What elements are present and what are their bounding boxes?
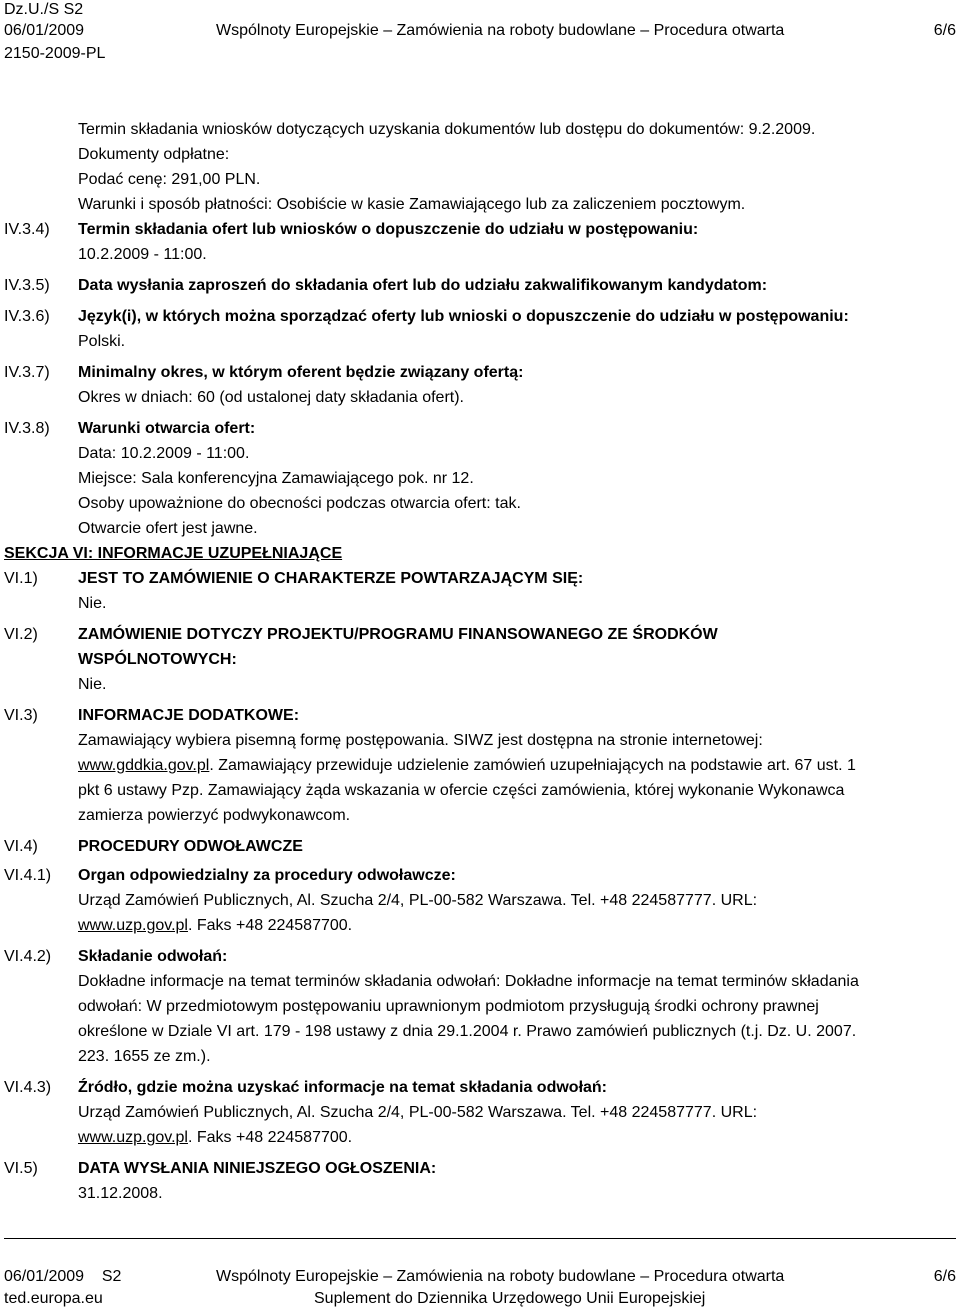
section-vi-2 bbox=[4, 622, 954, 697]
footer-line-1 bbox=[0, 1266, 960, 1288]
section-vi-3 bbox=[4, 703, 954, 828]
para-line: Warunki i sposób płatności: Osobiście w kasie Zamawiającego lub za zaliczeniem pocztowym. bbox=[78, 196, 746, 213]
section-iv-3-4 bbox=[4, 217, 954, 267]
section-value: Otwarcie ofert jest jawne. bbox=[78, 520, 258, 537]
section-title-cont: WSPÓLNOTOWYCH: bbox=[78, 651, 237, 668]
section-value: Nie. bbox=[78, 676, 107, 693]
section-value: Dokładne informacje na temat terminów składania odwołań: Dokładne informacje na temat terminów składania bbox=[78, 973, 859, 990]
para-line: Podać cenę: 291,00 PLN. bbox=[78, 171, 261, 188]
section-number: VI.4.2) bbox=[4, 948, 52, 965]
section-value: Osoby upoważnione do obecności podczas otwarcia ofert: tak. bbox=[78, 495, 521, 512]
section-value: Data: 10.2.2009 - 11:00. bbox=[78, 445, 250, 462]
section-value: pkt 6 ustawy Pzp. Zamawiający żąda wskazania w ofercie części zamówienia, której wykonanie Wykonawca bbox=[78, 782, 845, 799]
section-number: VI.4) bbox=[4, 838, 38, 855]
document-body bbox=[4, 117, 954, 1206]
section-number: IV.3.8) bbox=[4, 420, 50, 437]
para-documents bbox=[4, 117, 954, 217]
section-title: Warunki otwarcia ofert: bbox=[78, 420, 256, 437]
section-number: VI.4.1) bbox=[4, 867, 52, 884]
section-title: Organ odpowiedzialny za procedury odwoławcze: bbox=[78, 867, 456, 884]
header-date: 06/01/2009 bbox=[4, 22, 85, 39]
section-value: Urząd Zamówień Publicznych, Al. Szucha 2/4, PL-00-582 Warszawa. Tel. +48 224587777. URL: bbox=[78, 1104, 758, 1121]
section-title: Język(i), w których można sporządzać oferty lub wnioski o dopuszczenie do udziału w postępowaniu: bbox=[78, 308, 849, 325]
section-number: IV.3.5) bbox=[4, 277, 50, 294]
section-number: IV.3.4) bbox=[4, 221, 50, 238]
section-iv-3-8 bbox=[4, 416, 954, 541]
header-line-2 bbox=[0, 21, 960, 41]
section-title: Data wysłania zaproszeń do składania ofert lub do udziału zakwalifikowanym kandydatom: bbox=[78, 277, 768, 294]
footer-site: ted.europa.eu bbox=[4, 1290, 103, 1307]
footer-line-2 bbox=[0, 1288, 960, 1310]
footer-title: Wspólnoty Europejskie – Zamówienia na roboty budowlane – Procedura otwarta bbox=[216, 1268, 785, 1285]
section-vi-1 bbox=[4, 566, 954, 616]
section-number: VI.5) bbox=[4, 1160, 38, 1177]
section-value: 31.12.2008. bbox=[78, 1185, 163, 1202]
section-title: Składanie odwołań: bbox=[78, 948, 228, 965]
footer-page: 6/6 bbox=[933, 1268, 956, 1285]
para-line: Dokumenty odpłatne: bbox=[78, 146, 230, 163]
section-number: VI.2) bbox=[4, 626, 38, 643]
section-number: VI.3) bbox=[4, 707, 38, 724]
section-title: Termin składania ofert lub wniosków o dopuszczenie do udziału w postępowaniu: bbox=[78, 221, 699, 238]
section-value: Miejsce: Sala konferencyjna Zamawiającego pok. nr 12. bbox=[78, 470, 474, 487]
section-value: Nie. bbox=[78, 595, 107, 612]
section-value: określone w Dziale VI art. 179 - 198 ustawy z dnia 29.1.2004 r. Prawo zamówień publicznych (t.j. Dz. U. 2007. bbox=[78, 1023, 857, 1040]
section-iv-3-5 bbox=[4, 273, 954, 298]
header-line-1 bbox=[0, 0, 960, 20]
footer-rule bbox=[4, 1238, 956, 1239]
section-title: Minimalny okres, w którym oferent będzie związany ofertą: bbox=[78, 364, 524, 381]
section-vi-5 bbox=[4, 1156, 954, 1206]
section-number: IV.3.7) bbox=[4, 364, 50, 381]
section-number: VI.1) bbox=[4, 570, 38, 587]
para-line: Termin składania wniosków dotyczących uzyskania dokumentów lub dostępu do dokumentów: 9.2.2009. bbox=[78, 121, 816, 138]
footer-date: 06/01/2009 S2 bbox=[4, 1268, 122, 1285]
header-ref: 2150-2009-PL bbox=[4, 45, 106, 62]
header-title: Wspólnoty Europejskie – Zamówienia na roboty budowlane – Procedura otwarta bbox=[216, 22, 785, 39]
section-value: Zamawiający wybiera pisemną formę postępowania. SIWZ jest dostępna na stronie internetowej: bbox=[78, 732, 763, 749]
text-run: . Zamawiający przewiduje udzielenie zamówień uzupełniających na podstawie art. 67 ust. 1 bbox=[209, 757, 856, 774]
section-iv-3-6 bbox=[4, 304, 954, 354]
section-title: JEST TO ZAMÓWIENIE O CHARAKTERZE POWTARZAJĄCYM SIĘ: bbox=[78, 570, 584, 587]
section-title: ZAMÓWIENIE DOTYCZY PROJEKTU/PROGRAMU FINANSOWANEGO ZE ŚRODKÓW bbox=[78, 626, 718, 643]
section-title: Źródło, gdzie można uzyskać informacje na temat składania odwołań: bbox=[78, 1079, 608, 1096]
uzp-link[interactable]: www.uzp.gov.pl bbox=[78, 917, 188, 934]
section-iv-3-7 bbox=[4, 360, 954, 410]
footer-journal: Suplement do Dziennika Urzędowego Unii Europejskiej bbox=[314, 1290, 706, 1307]
header-page: 6/6 bbox=[933, 22, 956, 39]
section-value: odwołań: W przedmiotowym postępowaniu uprawnionym podmiotom przysługują środki ochrony prawnej bbox=[78, 998, 819, 1015]
section-value: 223. 1655 ze zm.). bbox=[78, 1048, 211, 1065]
header-source: Dz.U./S S2 bbox=[4, 1, 84, 18]
section-number: VI.4.3) bbox=[4, 1079, 52, 1096]
section-heading-vi: SEKCJA VI: INFORMACJE UZUPEŁNIAJĄCE bbox=[4, 545, 343, 562]
section-value bbox=[78, 913, 954, 938]
gddkia-link[interactable]: www.gddkia.gov.pl bbox=[78, 757, 210, 774]
section-title: PROCEDURY ODWOŁAWCZE bbox=[78, 838, 303, 855]
section-number: IV.3.6) bbox=[4, 308, 50, 325]
section-value bbox=[78, 753, 954, 778]
text-run: . Faks +48 224587700. bbox=[187, 1129, 353, 1146]
section-value: Okres w dniach: 60 (od ustalonej daty składania ofert). bbox=[78, 389, 464, 406]
section-value bbox=[78, 1125, 954, 1150]
section-title: INFORMACJE DODATKOWE: bbox=[78, 707, 300, 724]
section-title: DATA WYSŁANIA NINIEJSZEGO OGŁOSZENIA: bbox=[78, 1160, 437, 1177]
uzp-link[interactable]: www.uzp.gov.pl bbox=[78, 1129, 188, 1146]
section-value: Urząd Zamówień Publicznych, Al. Szucha 2/4, PL-00-582 Warszawa. Tel. +48 224587777. URL: bbox=[78, 892, 758, 909]
section-value: zamierza powierzyć podwykonawcom. bbox=[78, 807, 351, 824]
section-vi-4 bbox=[4, 834, 954, 859]
section-vi-4-3 bbox=[4, 1075, 954, 1150]
section-vi-4-2 bbox=[4, 944, 954, 1069]
header-line-3 bbox=[0, 44, 960, 64]
section-value: Polski. bbox=[78, 333, 126, 350]
text-run: . Faks +48 224587700. bbox=[187, 917, 353, 934]
section-vi-4-1 bbox=[4, 863, 954, 938]
section-value: 10.2.2009 - 11:00. bbox=[78, 246, 207, 263]
